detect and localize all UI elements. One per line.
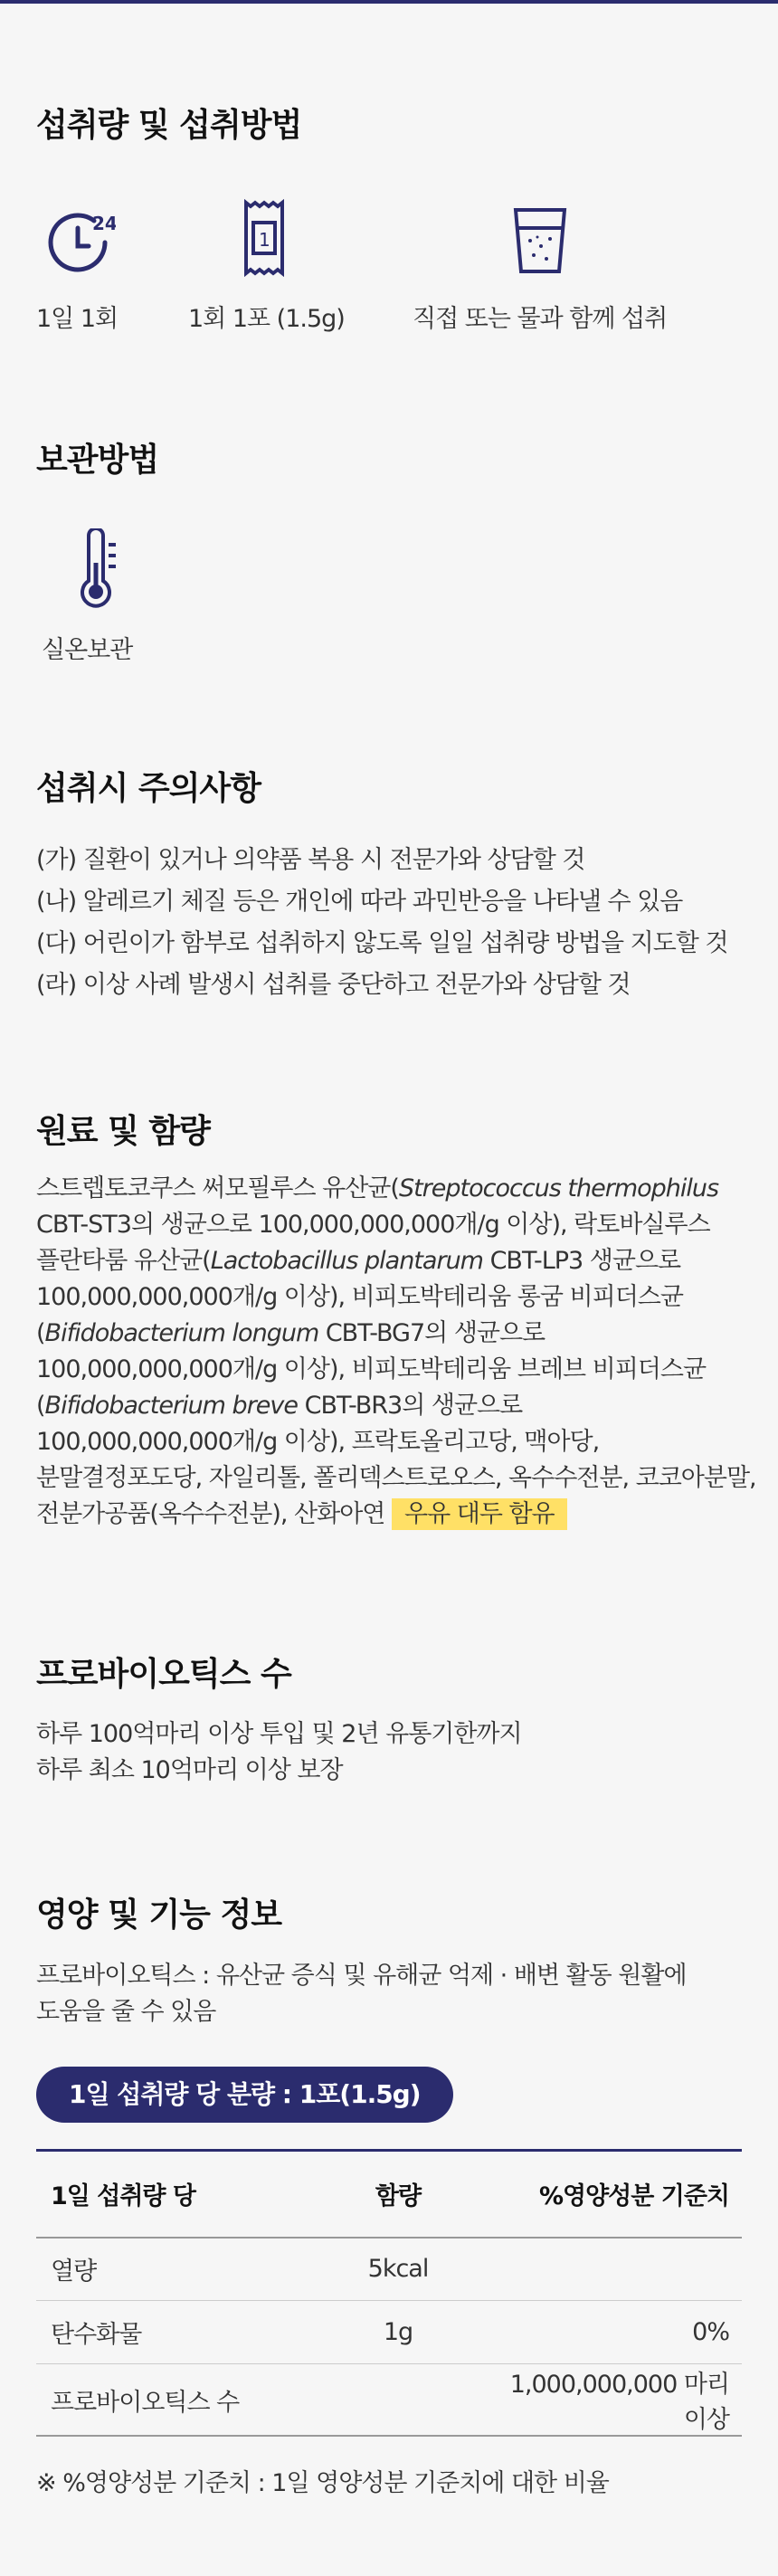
svg-text:24: 24 bbox=[92, 213, 116, 234]
column-header-amount: 함량 bbox=[375, 2182, 422, 2211]
ingredient-scientific-name: Bifidobacterium longum bbox=[44, 1319, 319, 1347]
intake-label-dose: 1회 1포 (1.5g) bbox=[188, 305, 345, 333]
intake-title: 섭취량 및 섭취방법 bbox=[36, 107, 302, 144]
table-row bbox=[36, 2301, 742, 2364]
nutrient-amount: 5kcal bbox=[308, 2238, 489, 2301]
ingredient-text: 분말결정포도당, 자일리톨, 폴리덱스트로오스, 옥수수전분, 코코아분말, bbox=[36, 1464, 756, 1492]
allergen-badge: 우유 대두 함유 bbox=[392, 1498, 567, 1530]
svg-text:1: 1 bbox=[259, 229, 270, 251]
column-header-serving: 1일 섭취량 당 bbox=[51, 2182, 195, 2211]
ingredients-title: 원료 및 함량 bbox=[36, 1113, 210, 1150]
nutrition-table bbox=[36, 2149, 742, 2437]
nutrient-amount: 1g bbox=[308, 2301, 489, 2364]
nutrient-daily-value: 1,000,000,000 마리 이상 bbox=[489, 2364, 742, 2437]
storage-label: 실온보관 bbox=[42, 636, 133, 664]
nutrition-footnote: ※ %영양성분 기준치 : 1일 영양성분 기준치에 대한 비율 bbox=[36, 2469, 609, 2497]
ingredient-text: 100,000,000,000개/g 이상), 프락토올리고당, 맥아당, bbox=[36, 1428, 600, 1456]
list-item: (가) 질환이 있거나 의약품 복용 시 전문가와 상담할 것 bbox=[36, 846, 585, 874]
column-header-daily-value: %영양성분 기준치 bbox=[538, 2182, 729, 2211]
water-cup-icon bbox=[510, 204, 570, 279]
table-row bbox=[36, 2364, 742, 2437]
ingredient-text: ( bbox=[36, 1392, 45, 1420]
nutrition-description bbox=[36, 1957, 687, 2029]
ingredient-scientific-name: Streptococcus thermophilus bbox=[398, 1174, 719, 1202]
clock-24-icon bbox=[43, 206, 116, 282]
list-item: (나) 알레르기 체질 등은 개인에 따라 과민반응을 나타낼 수 있음 bbox=[36, 888, 683, 916]
ingredients-text bbox=[36, 1170, 756, 1532]
nutrient-name: 탄수화물 bbox=[36, 2301, 308, 2364]
ingredient-text: CBT-BG7의 생균으로 bbox=[318, 1319, 546, 1347]
ingredient-text: CBT-BR3의 생균으로 bbox=[298, 1392, 523, 1420]
ingredient-text: CBT-ST3의 생균으로 100,000,000,000개/g 이상), 락토바실루스 bbox=[36, 1211, 710, 1239]
ingredient-scientific-name: Bifidobacterium breve bbox=[44, 1392, 299, 1420]
nutrient-name: 열량 bbox=[36, 2238, 308, 2301]
probiotics-line: 하루 100억마리 이상 투입 및 2년 유통기한까지 bbox=[36, 1720, 522, 1748]
nutrient-name: 프로바이오틱스 수 bbox=[36, 2364, 308, 2437]
nutrient-amount bbox=[308, 2364, 489, 2437]
list-item: (다) 어린이가 함부로 섭취하지 않도록 일일 섭취량 방법을 지도할 것 bbox=[36, 929, 728, 957]
ingredient-scientific-name: Lactobacillus plantarum bbox=[210, 1247, 483, 1275]
ingredient-text: 스트렙토코쿠스 써모필루스 유산균( bbox=[36, 1174, 399, 1202]
thermometer-icon bbox=[76, 528, 121, 615]
probiotics-text bbox=[36, 1716, 522, 1788]
nutrition-desc-line: 도움을 줄 수 있음 bbox=[36, 1998, 216, 2026]
ingredient-text: ( bbox=[36, 1319, 45, 1347]
table-row bbox=[36, 2238, 742, 2301]
ingredient-text: CBT-LP3 생균으로 bbox=[482, 1247, 681, 1275]
list-item: (라) 이상 사례 발생시 섭취를 중단하고 전문가와 상담할 것 bbox=[36, 971, 631, 999]
ingredient-text: 100,000,000,000개/g 이상), 비피도박테리움 브레브 비피더스균 bbox=[36, 1355, 707, 1383]
storage-title: 보관방법 bbox=[36, 442, 159, 479]
nutrition-desc-line: 프로바이오틱스 : 유산균 증식 및 유해균 억제 · 배변 활동 원활에 bbox=[36, 1962, 687, 1990]
cautions-title: 섭취시 주의사항 bbox=[36, 770, 261, 807]
probiotics-title: 프로바이오틱스 수 bbox=[36, 1656, 291, 1693]
table-header-row bbox=[36, 2151, 742, 2238]
intake-label-frequency: 1일 1회 bbox=[36, 305, 119, 333]
ingredient-text: 플란타룸 유산균( bbox=[36, 1247, 211, 1275]
nutrition-title: 영양 및 기능 정보 bbox=[36, 1896, 282, 1934]
cautions-list bbox=[36, 841, 728, 1008]
nutrient-daily-value: 0% bbox=[489, 2301, 742, 2364]
stick-pouch-icon bbox=[237, 199, 291, 280]
ingredient-text: 전분가공품(옥수수전분), 산화아연 bbox=[36, 1500, 385, 1528]
top-accent-line bbox=[0, 0, 778, 4]
ingredient-text: 100,000,000,000개/g 이상), 비피도박테리움 롱굼 비피더스균 bbox=[36, 1283, 683, 1311]
serving-size-badge: 1일 섭취량 당 분량 : 1포(1.5g) bbox=[36, 2067, 453, 2123]
probiotics-line: 하루 최소 10억마리 이상 보장 bbox=[36, 1756, 343, 1784]
nutrient-daily-value bbox=[489, 2238, 742, 2301]
intake-label-method: 직접 또는 물과 함께 섭취 bbox=[413, 305, 668, 333]
